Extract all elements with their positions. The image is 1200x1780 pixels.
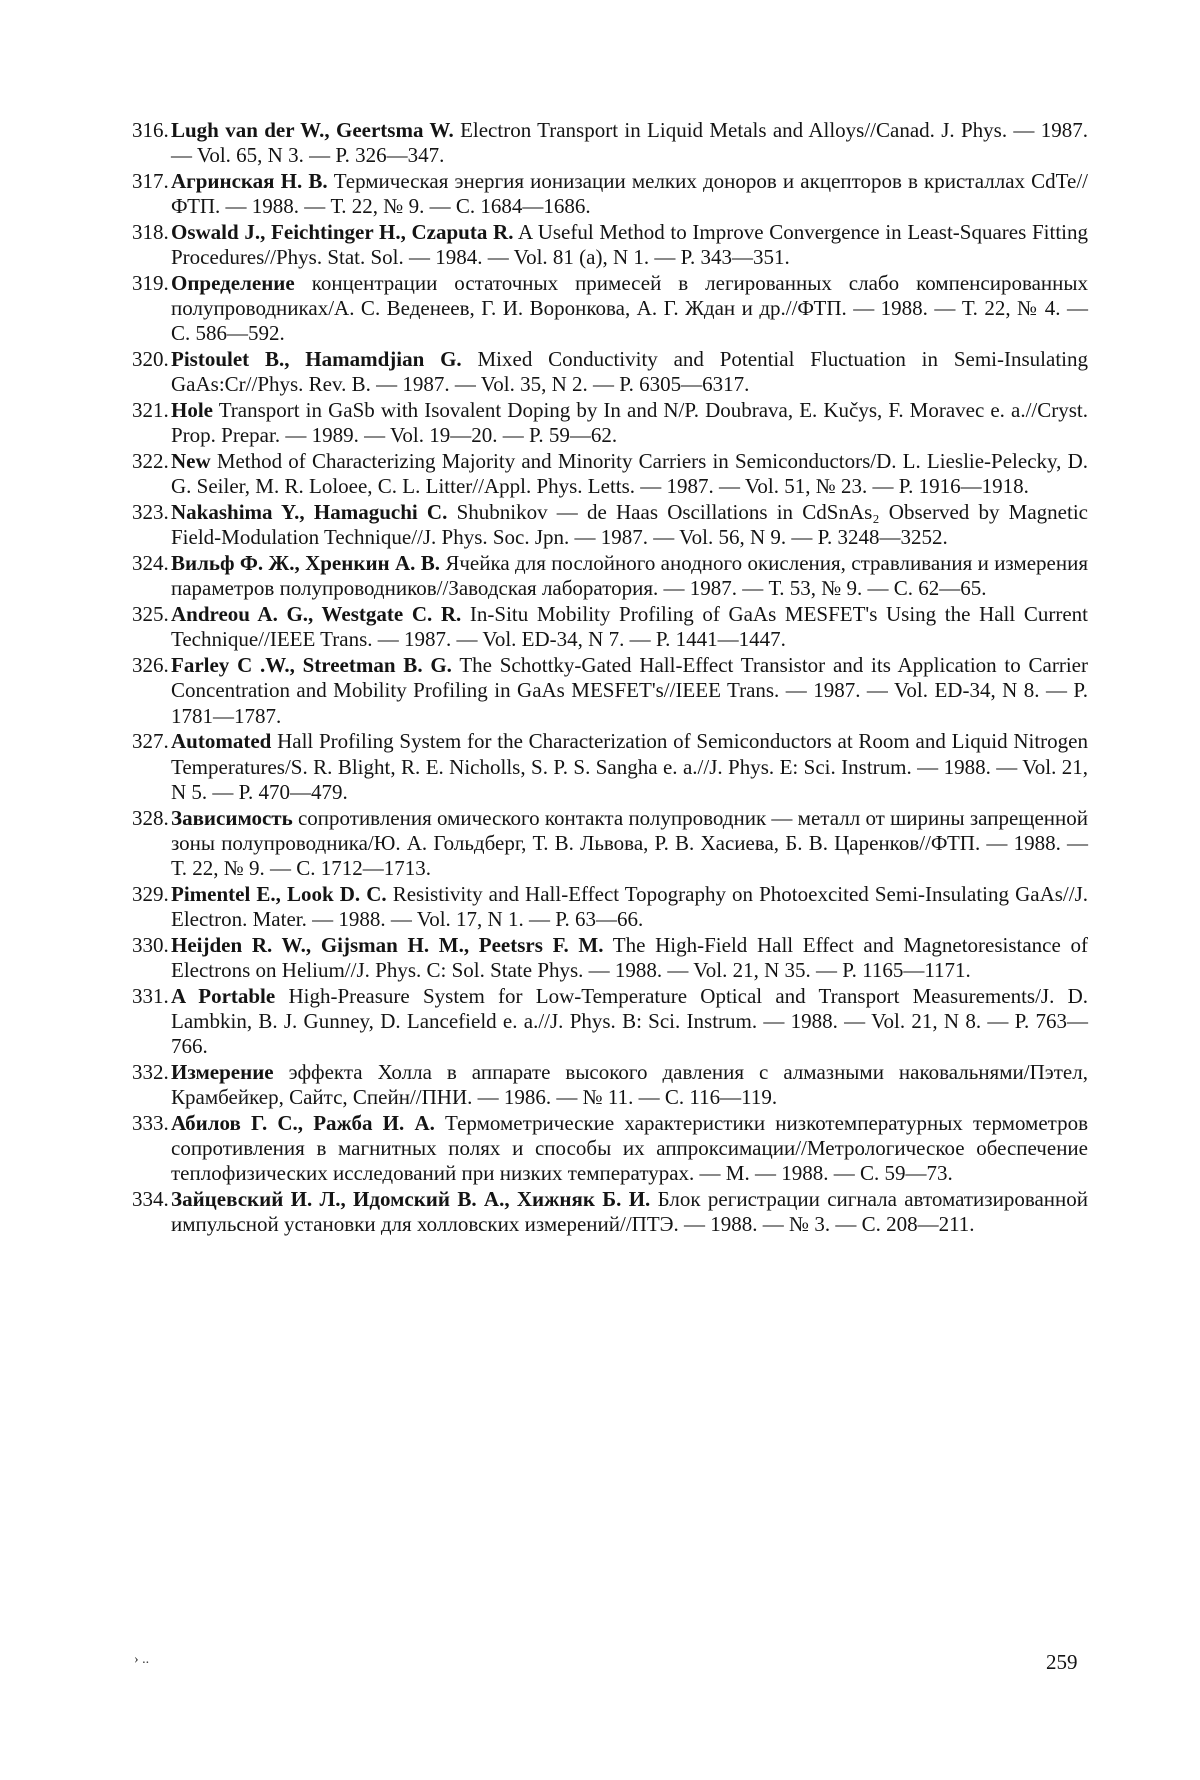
reference-item: [132, 653, 1088, 729]
reference-item: [132, 220, 1088, 270]
reference-authors: Агринская Н. В.: [171, 169, 328, 193]
reference-number: 317.: [132, 169, 169, 193]
reference-body: High-Preasure System for Low-Temperature Optical and Transport Measurements/J. D. Lambkin, B. J. Gunney, D. Lancefield e. a.//J. Phys. B: Sci. Instrum. — 1988. — Vol. 21, N 8. — P. 763—766.: [171, 983, 1088, 1059]
reference-authors: Определение: [171, 271, 295, 295]
reference-authors: Lugh van der W., Geertsma W.: [171, 118, 454, 142]
reference-item: [132, 118, 1088, 168]
reference-number: 333.: [132, 1111, 169, 1136]
reference-body: A Useful Method to Improve Convergence in Least-Squares Fitting Procedures//Phys. Stat. Sol. — 1984. — Vol. 81 (a), N 1. — P. 343—351.: [171, 220, 1088, 270]
reference-number: 332.: [132, 1060, 169, 1085]
reference-authors: A Portable: [171, 983, 276, 1008]
reference-number: 321.: [132, 398, 169, 423]
reference-number: 316.: [132, 118, 169, 142]
reference-body: Shubnikov — de Haas Oscillations in CdSnAs₂ Observed by Magnetic Field-Modulation Technique//J. Phys. Soc. Jpn. — 1987. — Vol. 56, N 9. — P. 3248—3252.: [171, 500, 1088, 550]
reference-number: 318.: [132, 220, 169, 244]
reference-item: [132, 984, 1088, 1060]
reference-item: [132, 729, 1088, 805]
reference-number: 327.: [132, 729, 169, 754]
reference-authors: Heijden R. W., Gijsman H. M., Peetsrs F. M.: [171, 932, 604, 957]
reference-body: эффекта Холла в аппарате высокого давления с алмазными наковальнями/Пэтел, Крамбейкер, Сайтс, Спейн//ПНИ. — 1986. — № 11. — С. 116—119.: [171, 1060, 1088, 1110]
reference-number: 320.: [132, 347, 169, 372]
reference-item: [132, 602, 1088, 652]
reference-authors: Pimentel E., Look D. C.: [171, 881, 387, 906]
reference-body: Hall Profiling System for the Characterization of Semiconductors at Room and Liquid Nitrogen Temperatures/S. R. Blight, R. E. Nicholls, S. P. S. Sangha e. a.//J. Phys. E: Sci. Instrum. — 1988. — Vol. 21, N 5. — P. 470—479.: [171, 729, 1088, 804]
reference-number: 331.: [132, 983, 169, 1008]
reference-number: 328.: [132, 805, 169, 830]
reference-number: 334.: [132, 1187, 169, 1212]
reference-number: 329.: [132, 881, 169, 906]
reference-body: концентрации остаточных примесей в легированных слабо компенсированных полупроводниках/А. С. Веденеев, Г. И. Воронкова, А. Г. Ждан и др.//ФТП. — 1988. — Т. 22, № 4. — С. 586—592.: [171, 271, 1088, 346]
reference-body: The High-Field Hall Effect and Magnetoresistance of Electrons on Helium//J. Phys. C: Sol. State Phys. — 1988. — Vol. 21, N 35. — P. 1165—1171.: [171, 932, 1089, 983]
reference-body: Method of Characterizing Majority and Minority Carriers in Semiconductors/D. L. Lieslie-Pelecky, D. G. Seiler, M. R. Loloee, C. L. Litter//Appl. Phys. Letts. — 1987. — Vol. 51, № 23. — P. 1916—1918.: [171, 449, 1088, 499]
reference-authors: Farley C .W., Streetman B. G.: [171, 653, 452, 678]
reference-body: Термическая энергия ионизации мелких доноров и акцепторов в кристаллах CdTe//ФТП. — 1988. — Т. 22, № 9. — С. 1684—1686.: [171, 169, 1088, 219]
reference-authors: Nakashima Y., Hamaguchi C.: [171, 500, 448, 525]
reference-item: [132, 398, 1088, 448]
reference-authors: Oswald J., Feichtinger H., Czaputa R.: [171, 220, 514, 244]
reference-body: In-Situ Mobility Profiling of GaAs MESFET's Using the Hall Current Technique//IEEE Trans. — 1987. — Vol. ED-34, N 7. — P. 1441—1447.: [171, 602, 1088, 652]
reference-item: [132, 500, 1088, 550]
footer-mark: › ..: [134, 1652, 150, 1667]
reference-authors: Hole: [171, 398, 213, 423]
reference-item: [132, 1060, 1088, 1110]
reference-list: [132, 118, 1088, 1238]
reference-body: Блок регистрации сигнала автоматизированной импульсной установки для холловских измерений//ПТЭ. — 1988. — № 3. — С. 208—211.: [171, 1187, 1089, 1237]
reference-authors: Измерение: [171, 1060, 274, 1085]
reference-authors: Pistoulet B., Hamamdjian G.: [171, 347, 462, 372]
reference-item: [132, 551, 1088, 601]
reference-authors: Абилов Г. С., Ражба И. А.: [171, 1111, 435, 1136]
reference-item: [132, 933, 1088, 983]
reference-item: [132, 1187, 1088, 1237]
reference-body: сопротивления омического контакта полупроводник — металл от ширины запрещенной зоны полупроводника/Ю. А. Гольдберг, Т. В. Львова, Р. В. Хасиева, Б. В. Царенков//ФТП. — 1988. — Т. 22, № 9. — С. 1712—1713.: [171, 805, 1088, 881]
reference-item: [132, 271, 1088, 347]
reference-number: 324.: [132, 551, 169, 576]
reference-number: 323.: [132, 500, 169, 525]
reference-body: Mixed Conductivity and Potential Fluctuation in Semi-Insulating GaAs:Cr//Phys. Rev. B. — 1987. — Vol. 35, N 2. — P. 6305—6317.: [171, 347, 1088, 397]
reference-authors: New: [171, 449, 211, 474]
reference-item: [132, 1111, 1088, 1187]
reference-body: The Schottky-Gated Hall-Effect Transistor and its Application to Carrier Concentration and Mobility Profiling in GaAs MESFET's//IEEE Trans. — 1987. — Vol. ED-34, N 8. — P. 1781—1787.: [171, 653, 1088, 728]
reference-body: Resistivity and Hall-Effect Topography on Photoexcited Semi-Insulating GaAs//J. Electron. Mater. — 1988. — Vol. 17, N 1. — P. 63—66.: [171, 881, 1088, 932]
reference-item: [132, 169, 1088, 219]
reference-body: Термометрические характеристики низкотемпературных термометров сопротивления в магнитных полях и способы их аппроксимации//Метрологическое обеспечение теплофизических исследований при низких температурах. — М. — 1988. — С. 59—73.: [171, 1111, 1089, 1186]
reference-number: 326.: [132, 653, 169, 678]
reference-body: Electron Transport in Liquid Metals and Alloys//Canad. J. Phys. — 1987. — Vol. 65, N 3. — P. 326—347.: [171, 118, 1089, 168]
reference-item: [132, 806, 1088, 882]
reference-body: Transport in GaSb with Isovalent Doping by In and N/P. Doubrava, E. Kučys, F. Moravec e. a.//Cryst. Prop. Prepar. — 1989. — Vol. 19—20. — P. 59—62.: [171, 398, 1088, 448]
reference-authors: Зайцевский И. Л., Идомский В. А., Хижняк Б. И.: [171, 1187, 651, 1212]
reference-item: [132, 882, 1088, 932]
reference-authors: Automated: [171, 729, 272, 754]
reference-number: 330.: [132, 932, 169, 957]
reference-authors: Andreou A. G., Westgate C. R.: [171, 602, 462, 627]
reference-authors: Зависимость: [171, 805, 293, 830]
reference-authors: Вильф Ф. Ж., Хренкин А. В.: [171, 551, 441, 576]
page-number: 259: [1046, 1650, 1078, 1674]
reference-body: Ячейка для послойного анодного окисления, стравливания и измерения параметров полупроводников//Заводская лаборатория. — 1987. — Т. 53, № 9. — С. 62—65.: [171, 551, 1088, 601]
reference-number: 319.: [132, 271, 169, 295]
reference-item: [132, 449, 1088, 499]
reference-number: 322.: [132, 449, 169, 474]
reference-item: [132, 347, 1088, 397]
reference-number: 325.: [132, 602, 169, 627]
